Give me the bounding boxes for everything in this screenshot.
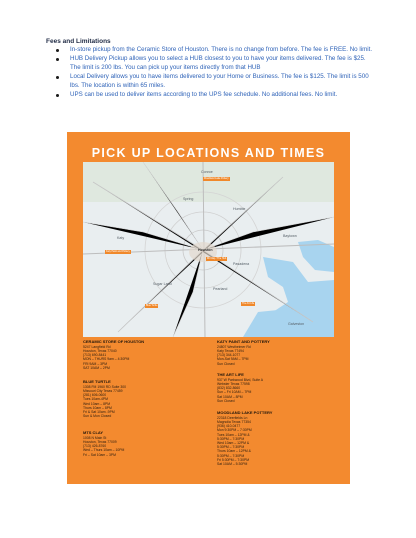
locations-map bbox=[83, 162, 334, 337]
fees-list bbox=[56, 46, 374, 100]
store-line: Sat 10AM – 8PM bbox=[217, 394, 243, 399]
pickup-locations-flyer bbox=[67, 132, 350, 484]
map-place-baytown: Baytown bbox=[283, 234, 297, 238]
store-katy-paint bbox=[217, 340, 270, 366]
store-line: (936) 410-0477 bbox=[217, 424, 241, 429]
fee-item-ups: UPS can be used to deliver items according to the UPS fee schedule. No additional fees. No limit. bbox=[56, 91, 374, 100]
map-place-galveston: Galveston bbox=[288, 322, 305, 326]
store-line: FRI 9AM – 3PM bbox=[83, 361, 108, 366]
store-art-life bbox=[217, 373, 263, 403]
map-place-spring: Spring bbox=[183, 197, 194, 201]
store-line: Sat 10AM – 5:30PM bbox=[217, 461, 248, 466]
store-name: BLUE TURTLE bbox=[83, 379, 111, 384]
store-line: 1308 FM 1960 RD Suite 300 bbox=[83, 384, 126, 389]
store-line: Mon-Sat 9AM – 7PM bbox=[217, 357, 249, 362]
store-line: Fri 5:30PM – 7:30PM bbox=[217, 457, 250, 462]
fee-item-local: Local Delivery allows you to have items delivered to your Home or Business. The fee is $125. The limit is 500 lbs. The location is within 65 miles. bbox=[56, 73, 374, 90]
store-listings bbox=[83, 340, 335, 480]
store-name: MOODLAND LAKE POTTERY bbox=[217, 410, 273, 415]
store-line: Sun Closed bbox=[217, 361, 235, 366]
map-place-pearland: Pearland bbox=[213, 287, 228, 291]
store-moodland-lake bbox=[217, 411, 272, 466]
store-line: Wed 10am – 8PM bbox=[83, 401, 111, 406]
store-line: (713) 344-1077 bbox=[217, 353, 241, 358]
store-line: Sun Closed bbox=[217, 398, 235, 403]
store-name: THE ART LIFE bbox=[217, 372, 244, 377]
store-mts-clay bbox=[83, 431, 124, 457]
store-line: Thurs 10am – 8PM bbox=[83, 405, 112, 410]
map-place-pasadena: Pasadena bbox=[233, 262, 250, 266]
store-line: Missouri City Texas 77459 bbox=[83, 388, 123, 393]
store-line: Sun & Mon Closed bbox=[83, 414, 112, 419]
store-line: Wed 10am – 12PM & bbox=[217, 440, 250, 445]
map-pin-moodland: Moodland Lake Pottery bbox=[204, 177, 229, 180]
store-line: 5247 Langfield Rd bbox=[83, 344, 111, 349]
map-place-sugarland: Sugar Land bbox=[153, 282, 172, 286]
store-name: CERAMIC STORE OF HOUSTON bbox=[83, 339, 145, 344]
store-line: (832) 832-8660 bbox=[217, 386, 241, 391]
store-line: 5:30PM – 7:30PM bbox=[217, 453, 245, 458]
store-blue-turtle bbox=[83, 380, 126, 418]
store-line: Fri & Sat 10am -9PM bbox=[83, 409, 115, 414]
fee-item-instore: In-store pickup from the Ceramic Store of Houston. There is no change from before. The fee is FREE. No limit. bbox=[56, 46, 374, 55]
store-line: Houston, Texas 77009 bbox=[83, 439, 117, 444]
store-line: 24807 Westheimer Rd bbox=[217, 344, 251, 349]
store-line: SAT 10AM – 2PM bbox=[83, 365, 110, 370]
store-line: Tues 10am-4PM bbox=[83, 397, 108, 402]
store-line: Mon 9:30PM – 7:30PM bbox=[217, 428, 252, 433]
store-name: MTS CLAY bbox=[83, 430, 104, 435]
store-name: KATY PAINT AND POTTERY bbox=[217, 339, 270, 344]
store-line: Webster Texas 77598 bbox=[217, 381, 250, 386]
map-pin-mts-clay: Mt Clay / The Hub bbox=[207, 257, 227, 260]
fee-item-hub: HUB Delivery Pickup allows you to select a HUB closest to you to have your items delivered. The fee is $25. The limit is 200 lbs. You can pick up your items directly from that HUB bbox=[56, 55, 374, 72]
store-line: 937 W Parkwood Blvd, Suite A bbox=[217, 377, 263, 382]
map-pin-katy: Katy Paint and Pottery bbox=[106, 250, 130, 253]
store-line: 5:30PM – 7:30PM bbox=[217, 436, 245, 441]
store-line: (713) 690-8441 bbox=[83, 353, 107, 358]
store-line: (713) 426-8760 bbox=[83, 444, 107, 449]
store-line: Katy Texas 77494 bbox=[217, 348, 244, 353]
store-line: Fri – Sat 10am – 3PM bbox=[83, 452, 116, 457]
store-line: 22318 Deerfields Ln bbox=[217, 415, 248, 420]
store-line: 1008 N Main St bbox=[83, 435, 107, 440]
store-line: Houston, Texas 77040 bbox=[83, 348, 117, 353]
store-line: Magnolia Texas 77354 bbox=[217, 419, 251, 424]
store-line: Tues 10am – 12PM & bbox=[217, 432, 250, 437]
store-line: Thurs 10am – 12PM & bbox=[217, 449, 251, 454]
map-place-conroe: Conroe bbox=[201, 170, 213, 174]
map-pin-blue-turtle: Blue Turtle bbox=[146, 304, 158, 307]
store-line: 5:30PM – 7:30PM bbox=[217, 445, 245, 450]
store-line: Wed – Thurs 10am – 10PM bbox=[83, 448, 125, 453]
flyer-title: PICK UP LOCATIONS AND TIMES bbox=[91, 146, 326, 160]
store-line: (281) 606-0600 bbox=[83, 393, 107, 398]
map-pin-art-life: The Art Life bbox=[242, 302, 255, 305]
map-city-label: Houston bbox=[198, 248, 213, 252]
store-ceramic-store bbox=[83, 340, 144, 370]
map-place-katy: Katy bbox=[117, 236, 125, 240]
store-line: Sun – Fri 10AM – 7PM bbox=[217, 390, 252, 395]
section-heading: Fees and Limitations bbox=[46, 38, 111, 45]
map-place-humble: Humble bbox=[233, 207, 246, 211]
store-line: MON – THURS 9am – 4:30PM bbox=[83, 357, 130, 362]
